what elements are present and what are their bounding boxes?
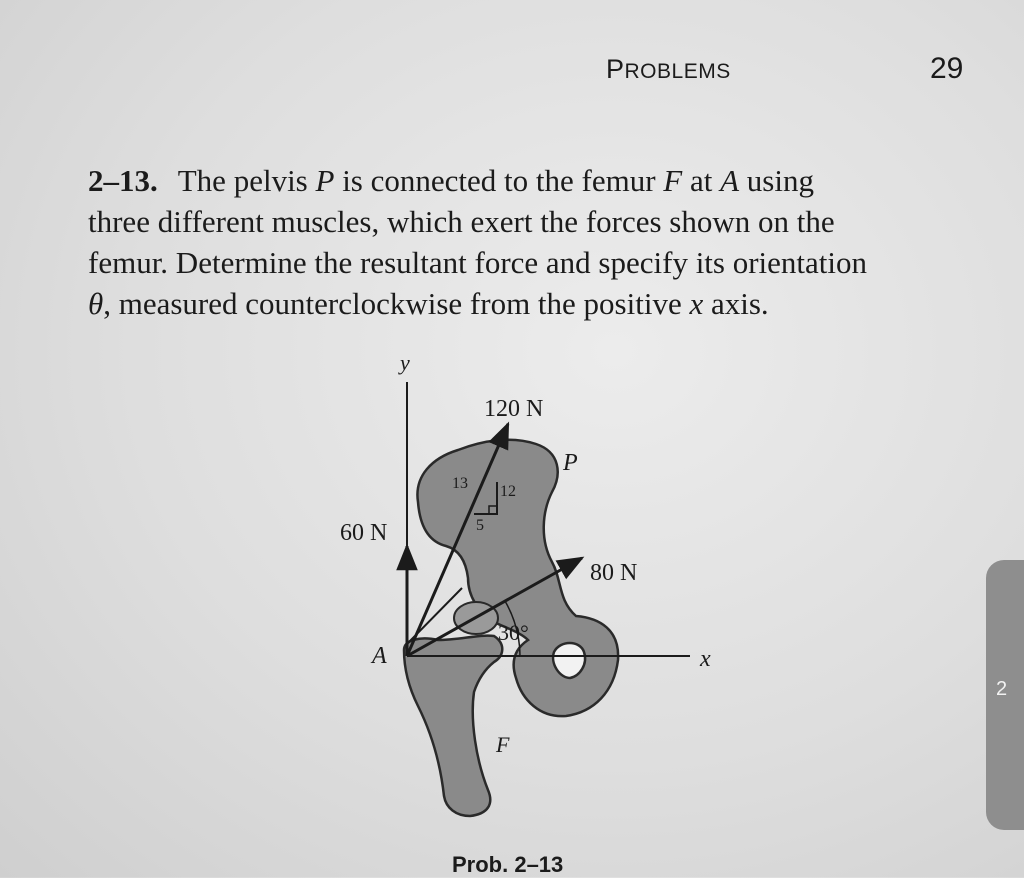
force-80N-label: 80 N <box>590 560 638 586</box>
femur-bone <box>404 636 502 816</box>
var-theta: θ <box>88 286 104 321</box>
problem-number: 2–13. <box>88 163 158 198</box>
femur-F-label: F <box>496 732 510 757</box>
pelvis-P-label: P <box>563 450 578 476</box>
angle-label: 30° <box>498 620 529 645</box>
side-page-tab[interactable] <box>986 560 1024 830</box>
section-header-cap: P <box>606 54 625 84</box>
force-60N-label: 60 N <box>340 520 388 546</box>
obturator-foramen <box>553 643 585 678</box>
figure-caption: Prob. 2–13 <box>452 852 564 877</box>
problem-line-2: three different muscles, which exert the forces shown on the <box>88 204 835 239</box>
problem-text: The pelvis <box>177 163 316 198</box>
problem-text: using <box>739 163 814 198</box>
var-x: x <box>689 286 704 321</box>
slope-hyp-label: 13 <box>452 475 468 492</box>
var-F: F <box>663 163 683 198</box>
problem-text: is connected to the femur <box>334 163 664 198</box>
page-number: 29 <box>930 52 964 85</box>
problem-text: axis. <box>703 286 769 321</box>
side-tab-label: 2 <box>996 678 1008 700</box>
slope-run-label: 5 <box>476 517 484 534</box>
y-axis-label: y <box>400 350 410 375</box>
var-A: A <box>720 163 740 198</box>
section-header-rest: ROBLEMS <box>624 60 731 83</box>
point-A-label: A <box>372 643 387 669</box>
x-axis-label: x <box>700 646 711 672</box>
var-P: P <box>315 163 335 198</box>
problem-text: at <box>682 163 721 198</box>
problem-line-3: femur. Determine the resultant force and specify its orientation <box>88 245 868 280</box>
force-120N-label: 120 N <box>484 396 544 422</box>
problem-text: , measured counterclockwise from the positive <box>103 286 690 321</box>
slope-rise-label: 12 <box>500 483 516 500</box>
